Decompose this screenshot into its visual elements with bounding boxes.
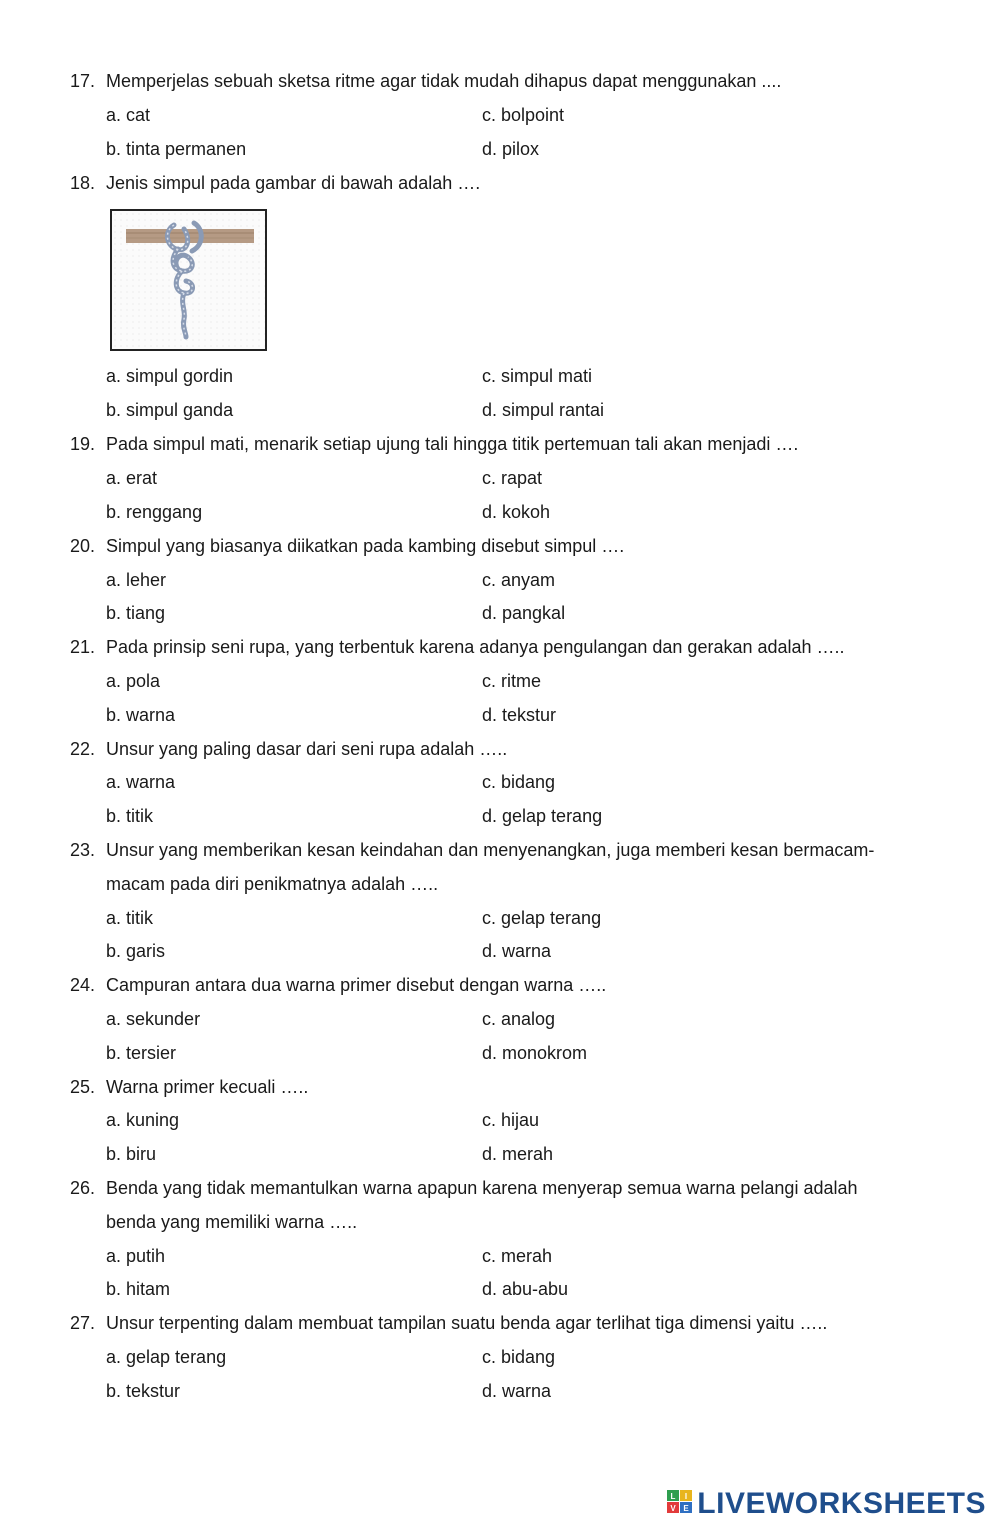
question-text: Warna primer kecuali ….. [106, 1077, 309, 1097]
question-19 [70, 434, 798, 455]
option-a[interactable]: a. sekunder [106, 1009, 201, 1029]
option-b[interactable]: b. garis [106, 941, 166, 961]
option-d[interactable]: d. gelap terang [482, 806, 603, 826]
question-text: Pada simpul mati, menarik setiap ujung tali hingga titik pertemuan tali akan menjadi …. [106, 434, 799, 454]
option-d[interactable]: d. tekstur [482, 705, 557, 725]
knot-image [110, 209, 267, 351]
question-22 [70, 739, 507, 760]
option-a[interactable]: a. cat [106, 105, 151, 125]
question-number: 23. [70, 840, 96, 860]
question-text-continued: benda yang memiliki warna ….. [106, 1212, 358, 1232]
option-b[interactable]: b. hitam [106, 1279, 171, 1299]
option-d[interactable]: d. pilox [482, 139, 540, 159]
question-25 [70, 1077, 308, 1098]
option-b[interactable]: b. biru [106, 1144, 157, 1164]
option-d[interactable]: d. pangkal [482, 603, 566, 623]
option-c[interactable]: c. anyam [482, 570, 556, 590]
option-a[interactable]: a. erat [106, 468, 158, 488]
option-a[interactable]: a. warna [106, 772, 176, 792]
option-a[interactable]: a. gelap terang [106, 1347, 227, 1367]
question-text: Simpul yang biasanya diikatkan pada kambing disebut simpul …. [106, 536, 625, 556]
question-text: Memperjelas sebuah sketsa ritme agar tidak mudah dihapus dapat menggunakan .... [106, 71, 782, 91]
question-21 [70, 637, 845, 658]
option-b[interactable]: b. tekstur [106, 1381, 181, 1401]
option-b[interactable]: b. tiang [106, 603, 166, 623]
question-number: 27. [70, 1313, 96, 1333]
option-c[interactable]: c. bolpoint [482, 105, 565, 125]
question-23 [70, 840, 874, 861]
question-text: Benda yang tidak memantulkan warna apapun karena menyerap semua warna pelangi adalah [106, 1178, 858, 1198]
option-a[interactable]: a. titik [106, 908, 154, 928]
question-17 [70, 71, 781, 92]
question-text: Unsur yang paling dasar dari seni rupa adalah ….. [106, 739, 508, 759]
option-c[interactable]: c. ritme [482, 671, 542, 691]
question-number: 20. [70, 536, 96, 556]
option-d[interactable]: d. simpul rantai [482, 400, 605, 420]
option-b[interactable]: b. simpul ganda [106, 400, 234, 420]
knot-icon [112, 211, 265, 349]
option-c[interactable]: c. merah [482, 1246, 553, 1266]
liveworksheets-logo-icon [667, 1490, 693, 1519]
liveworksheets-logo[interactable] [667, 1487, 986, 1521]
svg-text:L: L [670, 1491, 676, 1501]
question-20 [70, 536, 624, 557]
question-26 [70, 1178, 858, 1199]
option-b[interactable]: b. tersier [106, 1043, 177, 1063]
option-b[interactable]: b. titik [106, 806, 154, 826]
option-c[interactable]: c. hijau [482, 1110, 540, 1130]
question-number: 21. [70, 637, 96, 657]
svg-text:E: E [683, 1503, 689, 1513]
svg-text:V: V [670, 1503, 676, 1513]
option-d[interactable]: d. warna [482, 1381, 552, 1401]
question-number: 26. [70, 1178, 96, 1198]
option-b[interactable]: b. tinta permanen [106, 139, 247, 159]
option-d[interactable]: d. abu-abu [482, 1279, 569, 1299]
option-d[interactable]: d. monokrom [482, 1043, 588, 1063]
option-d[interactable]: d. merah [482, 1144, 554, 1164]
option-d[interactable]: d. kokoh [482, 502, 551, 522]
question-text: Unsur yang memberikan kesan keindahan dan menyenangkan, juga memberi kesan bermacam- [106, 840, 875, 860]
question-number: 19. [70, 434, 96, 454]
question-text: Campuran antara dua warna primer disebut dengan warna ….. [106, 975, 607, 995]
option-d[interactable]: d. warna [482, 941, 552, 961]
option-a[interactable]: a. putih [106, 1246, 166, 1266]
question-text: Unsur terpenting dalam membuat tampilan suatu benda agar terlihat tiga dimensi yaitu ….. [106, 1313, 828, 1333]
option-a[interactable]: a. kuning [106, 1110, 180, 1130]
option-c[interactable]: c. gelap terang [482, 908, 602, 928]
option-c[interactable]: c. bidang [482, 772, 556, 792]
question-text: Pada prinsip seni rupa, yang terbentuk karena adanya pengulangan dan gerakan adalah ….. [106, 637, 845, 657]
question-24 [70, 975, 606, 996]
question-27 [70, 1313, 827, 1334]
option-c[interactable]: c. bidang [482, 1347, 556, 1367]
question-text-continued: macam pada diri penikmatnya adalah ….. [106, 874, 439, 894]
question-number: 18. [70, 173, 96, 193]
question-number: 25. [70, 1077, 96, 1097]
option-c[interactable]: c. simpul mati [482, 366, 593, 386]
option-a[interactable]: a. pola [106, 671, 161, 691]
question-number: 24. [70, 975, 96, 995]
option-b[interactable]: b. renggang [106, 502, 203, 522]
option-a[interactable]: a. simpul gordin [106, 366, 234, 386]
option-c[interactable]: c. rapat [482, 468, 543, 488]
question-number: 17. [70, 71, 96, 91]
option-a[interactable]: a. leher [106, 570, 167, 590]
question-number: 22. [70, 739, 96, 759]
liveworksheets-logo-text: LIVEWORKSHEETS [697, 1487, 986, 1520]
option-c[interactable]: c. analog [482, 1009, 556, 1029]
question-18 [70, 173, 480, 194]
option-b[interactable]: b. warna [106, 705, 176, 725]
svg-text:I: I [685, 1491, 688, 1501]
question-text: Jenis simpul pada gambar di bawah adalah …. [106, 173, 481, 193]
